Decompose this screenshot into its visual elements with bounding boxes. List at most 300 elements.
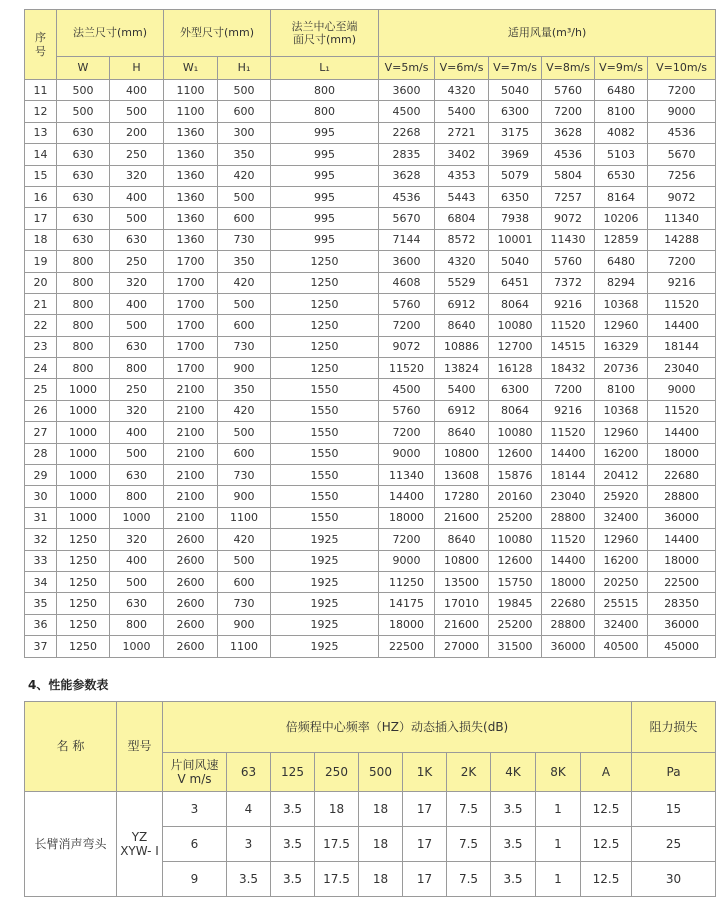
table-cell: 10080 [489, 315, 542, 336]
table-cell: 14175 [379, 593, 435, 614]
table-cell: 13608 [435, 465, 489, 486]
table-cell: 800 [271, 101, 379, 122]
table-cell: 1360 [164, 186, 218, 207]
table-cell: 12600 [489, 443, 542, 464]
table-cell: 2100 [164, 486, 218, 507]
table-cell: 40500 [595, 636, 648, 657]
table-cell: 25 [25, 379, 57, 400]
table-cell: 23 [25, 336, 57, 357]
table-cell: 3 [227, 827, 271, 862]
table-row [25, 293, 716, 314]
table-cell: 500 [110, 315, 164, 336]
table-row [25, 792, 716, 827]
subheader-cell: L₁ [271, 57, 379, 80]
table-cell: 7200 [648, 251, 716, 272]
table-cell: 1250 [57, 571, 110, 592]
table-cell: 3600 [379, 251, 435, 272]
table-cell: 1700 [164, 293, 218, 314]
table-cell: 1000 [57, 422, 110, 443]
table-cell: 630 [57, 144, 110, 165]
table-cell: 14400 [648, 315, 716, 336]
table-cell: 900 [218, 486, 271, 507]
table-cell: 10206 [595, 208, 648, 229]
table-cell: 500 [218, 293, 271, 314]
table-cell: 11340 [648, 208, 716, 229]
table-cell: 13 [25, 122, 57, 143]
subheader-cell: W [57, 57, 110, 80]
table-cell: 14400 [379, 486, 435, 507]
table-cell: 2600 [164, 550, 218, 571]
table-cell: 20412 [595, 465, 648, 486]
table-cell: 8164 [595, 186, 648, 207]
table-row [25, 636, 716, 657]
table-cell: 14288 [648, 229, 716, 250]
table-cell: 5040 [489, 80, 542, 101]
table-cell: 10886 [435, 336, 489, 357]
table-cell: 7256 [648, 165, 716, 186]
subheader-cell: 8K [536, 753, 581, 792]
table-cell: 1925 [271, 550, 379, 571]
subheader-cell: 125 [271, 753, 315, 792]
table-cell: 2100 [164, 507, 218, 528]
table-cell: 4608 [379, 272, 435, 293]
table-cell: 10080 [489, 422, 542, 443]
table-cell: 1 [536, 862, 581, 897]
table-cell: 6 [163, 827, 227, 862]
table-cell: 630 [110, 593, 164, 614]
table-cell: 3175 [489, 122, 542, 143]
table-cell: 27 [25, 422, 57, 443]
table-cell: 730 [218, 593, 271, 614]
table-cell: 1360 [164, 144, 218, 165]
table-cell: 35 [25, 593, 57, 614]
header-air-volume: 适用风量(m³/h) [379, 10, 716, 57]
table-cell: 26 [25, 400, 57, 421]
table-cell: 18 [359, 792, 403, 827]
table-cell: 2100 [164, 400, 218, 421]
table-cell: 800 [57, 272, 110, 293]
table-cell: 17.5 [315, 862, 359, 897]
table-cell: 1250 [57, 593, 110, 614]
table-cell: 3.5 [271, 862, 315, 897]
table-cell: 8064 [489, 293, 542, 314]
table-cell: 350 [218, 251, 271, 272]
table-cell: 1250 [57, 529, 110, 550]
table-cell: 18000 [648, 550, 716, 571]
table-cell: 420 [218, 272, 271, 293]
table-cell: 30 [25, 486, 57, 507]
table-cell: 34 [25, 571, 57, 592]
table-cell: 1 [536, 827, 581, 862]
table-cell: 7144 [379, 229, 435, 250]
table-cell: 22680 [542, 593, 595, 614]
table-cell: 320 [110, 272, 164, 293]
table-cell: 1000 [110, 636, 164, 657]
table-cell: 8640 [435, 422, 489, 443]
table-cell: 11520 [542, 422, 595, 443]
table-cell: 2721 [435, 122, 489, 143]
table-cell: 3.5 [271, 792, 315, 827]
table-cell: 4536 [542, 144, 595, 165]
table-cell: 9216 [648, 272, 716, 293]
table-cell: 1250 [57, 550, 110, 571]
table-row [25, 80, 716, 101]
table-cell: 8100 [595, 101, 648, 122]
table-cell: 32 [25, 529, 57, 550]
table-cell: 12.5 [581, 792, 632, 827]
table-cell: 12859 [595, 229, 648, 250]
table-row [25, 358, 716, 379]
table-cell: 2100 [164, 422, 218, 443]
table-cell: 1360 [164, 122, 218, 143]
table-cell: 18000 [379, 614, 435, 635]
table-cell: 630 [57, 122, 110, 143]
table-cell: 24 [25, 358, 57, 379]
table-cell: 500 [57, 101, 110, 122]
table-cell: 5670 [648, 144, 716, 165]
header-center-to-face: 法兰中心至端 面尺寸(mm) [271, 10, 379, 57]
table-cell: 1550 [271, 465, 379, 486]
subheader-cell: 4K [491, 753, 536, 792]
subheader-cell: 250 [315, 753, 359, 792]
table-cell: 6912 [435, 400, 489, 421]
table-cell: 2268 [379, 122, 435, 143]
table-cell: 1250 [271, 358, 379, 379]
table-cell: 9072 [379, 336, 435, 357]
table-cell: 1250 [271, 272, 379, 293]
air-volume-table [24, 9, 716, 658]
table-cell: 23040 [648, 358, 716, 379]
table-cell: 14400 [542, 443, 595, 464]
table-cell: 500 [218, 422, 271, 443]
table-cell: 3969 [489, 144, 542, 165]
table-cell: 12600 [489, 550, 542, 571]
table-cell: 7.5 [447, 862, 491, 897]
table-cell: 800 [57, 251, 110, 272]
table-row [25, 208, 716, 229]
table-cell: 1250 [271, 293, 379, 314]
table-cell: 25920 [595, 486, 648, 507]
table-cell: 9000 [648, 379, 716, 400]
table-cell: 2100 [164, 379, 218, 400]
subheader-cell: V=10m/s [648, 57, 716, 80]
table-cell: 5760 [542, 80, 595, 101]
table-cell: 1250 [271, 336, 379, 357]
performance-table [24, 701, 716, 897]
table-cell: 400 [110, 186, 164, 207]
table-cell: 320 [110, 165, 164, 186]
table-cell: 1000 [57, 507, 110, 528]
table-cell: 20160 [489, 486, 542, 507]
table-cell: 19845 [489, 593, 542, 614]
table-row [25, 229, 716, 250]
table-cell: 2600 [164, 636, 218, 657]
table-cell: 995 [271, 165, 379, 186]
table-cell: 630 [57, 186, 110, 207]
table-cell: 16 [25, 186, 57, 207]
table-cell: 995 [271, 144, 379, 165]
table-cell: 18000 [542, 571, 595, 592]
table-cell: 14 [25, 144, 57, 165]
table-cell: 6480 [595, 251, 648, 272]
table-cell: 5040 [489, 251, 542, 272]
table-cell: 36000 [648, 507, 716, 528]
table-cell: 730 [218, 229, 271, 250]
table-cell: 500 [110, 571, 164, 592]
table-cell: 800 [57, 315, 110, 336]
table-cell: 21 [25, 293, 57, 314]
table-cell: 1000 [57, 379, 110, 400]
product-name: 长臂消声弯头 [25, 792, 117, 897]
table-row [25, 272, 716, 293]
table-cell: 25 [632, 827, 716, 862]
table-cell: 1925 [271, 614, 379, 635]
table-cell: 995 [271, 186, 379, 207]
table-cell: 9216 [542, 293, 595, 314]
table-cell: 400 [110, 550, 164, 571]
table-cell: 25200 [489, 614, 542, 635]
subheader-cell: H₁ [218, 57, 271, 80]
table-cell: 1700 [164, 251, 218, 272]
table-row [25, 315, 716, 336]
table-cell: 11520 [542, 529, 595, 550]
table-cell: 7.5 [447, 827, 491, 862]
table-cell: 1925 [271, 636, 379, 657]
header-outer-size: 外型尺寸(mm) [164, 10, 271, 57]
table-row [25, 422, 716, 443]
table-cell: 36000 [542, 636, 595, 657]
table-cell: 5804 [542, 165, 595, 186]
table-cell: 250 [110, 379, 164, 400]
table-cell: 3.5 [491, 862, 536, 897]
table-cell: 16329 [595, 336, 648, 357]
table-cell: 1550 [271, 507, 379, 528]
table-cell: 5760 [542, 251, 595, 272]
table-cell: 500 [110, 443, 164, 464]
table-cell: 12960 [595, 422, 648, 443]
table-cell: 500 [218, 80, 271, 101]
table-cell: 11520 [648, 400, 716, 421]
table-cell: 6480 [595, 80, 648, 101]
table-cell: 11430 [542, 229, 595, 250]
table-cell: 12700 [489, 336, 542, 357]
table-cell: 28350 [648, 593, 716, 614]
table-cell: 7200 [648, 80, 716, 101]
table-cell: 25200 [489, 507, 542, 528]
table-cell: 33 [25, 550, 57, 571]
table-cell: 7938 [489, 208, 542, 229]
table-cell: 11520 [542, 315, 595, 336]
table-row [25, 529, 716, 550]
table-cell: 21600 [435, 507, 489, 528]
table-cell: 30 [632, 862, 716, 897]
table-cell: 15876 [489, 465, 542, 486]
table-cell: 5400 [435, 379, 489, 400]
table-cell: 1100 [164, 101, 218, 122]
table-cell: 420 [218, 529, 271, 550]
table-cell: 320 [110, 400, 164, 421]
table-cell: 12960 [595, 529, 648, 550]
table-cell: 8294 [595, 272, 648, 293]
table-row [25, 443, 716, 464]
table-row [25, 379, 716, 400]
table-cell: 11520 [379, 358, 435, 379]
table-cell: 995 [271, 229, 379, 250]
table-cell: 630 [57, 208, 110, 229]
table-cell: 730 [218, 336, 271, 357]
table-row [25, 186, 716, 207]
table-cell: 5760 [379, 293, 435, 314]
table-cell: 18 [359, 862, 403, 897]
table-cell: 7257 [542, 186, 595, 207]
table-cell: 4536 [379, 186, 435, 207]
table-cell: 1700 [164, 315, 218, 336]
table-cell: 18 [315, 792, 359, 827]
table-cell: 18144 [542, 465, 595, 486]
table-cell: 14400 [648, 529, 716, 550]
table-row [25, 465, 716, 486]
table-cell: 600 [218, 208, 271, 229]
table-cell: 20250 [595, 571, 648, 592]
table-cell: 3.5 [271, 827, 315, 862]
table-cell: 8572 [435, 229, 489, 250]
table-cell: 995 [271, 122, 379, 143]
subheader-cell: A [581, 753, 632, 792]
subheader-cell: 2K [447, 753, 491, 792]
table-cell: 32400 [595, 507, 648, 528]
table-cell: 10001 [489, 229, 542, 250]
table-cell: 500 [218, 550, 271, 571]
subheader-cell: V=5m/s [379, 57, 435, 80]
table-cell: 31500 [489, 636, 542, 657]
table-cell: 13500 [435, 571, 489, 592]
table-cell: 1700 [164, 358, 218, 379]
table-cell: 800 [57, 336, 110, 357]
table-cell: 6350 [489, 186, 542, 207]
table-cell: 28 [25, 443, 57, 464]
table-row [25, 486, 716, 507]
table-cell: 1000 [57, 486, 110, 507]
header-flange-size: 法兰尺寸(mm) [57, 10, 164, 57]
table-cell: 1100 [218, 636, 271, 657]
table-cell: 300 [218, 122, 271, 143]
table-cell: 25515 [595, 593, 648, 614]
table-cell: 1250 [57, 614, 110, 635]
table-cell: 1360 [164, 208, 218, 229]
table-cell: 500 [110, 101, 164, 122]
subheader-cell: V=9m/s [595, 57, 648, 80]
table-cell: 15 [25, 165, 57, 186]
table-cell: 630 [57, 229, 110, 250]
table-cell: 28800 [542, 614, 595, 635]
subheader-cell: V=7m/s [489, 57, 542, 80]
table-cell: 15750 [489, 571, 542, 592]
table-row [25, 336, 716, 357]
table-cell: 1550 [271, 443, 379, 464]
table-cell: 22 [25, 315, 57, 336]
table-cell: 5443 [435, 186, 489, 207]
table-cell: 1100 [164, 80, 218, 101]
subheader-cell: W₁ [164, 57, 218, 80]
table-row [25, 550, 716, 571]
table-cell: 28800 [648, 486, 716, 507]
table-cell: 18000 [648, 443, 716, 464]
table-cell: 600 [218, 101, 271, 122]
table-cell: 800 [110, 614, 164, 635]
table-cell: 1000 [57, 465, 110, 486]
table-cell: 5670 [379, 208, 435, 229]
table-cell: 27000 [435, 636, 489, 657]
table-cell: 7200 [379, 529, 435, 550]
subheader-cell: H [110, 57, 164, 80]
table-cell: 14400 [648, 422, 716, 443]
table-cell: 17 [25, 208, 57, 229]
subheader-cell: V=8m/s [542, 57, 595, 80]
table-row [25, 122, 716, 143]
table-cell: 1550 [271, 422, 379, 443]
table-cell: 1250 [271, 251, 379, 272]
table-cell: 16200 [595, 443, 648, 464]
table-cell: 36 [25, 614, 57, 635]
table-cell: 1000 [57, 443, 110, 464]
table-cell: 630 [110, 229, 164, 250]
table-cell: 2100 [164, 465, 218, 486]
table-cell: 500 [218, 186, 271, 207]
table-cell: 8640 [435, 315, 489, 336]
table-cell: 8100 [595, 379, 648, 400]
table-cell: 630 [110, 465, 164, 486]
table-cell: 29 [25, 465, 57, 486]
table-cell: 800 [271, 80, 379, 101]
table-cell: 7200 [379, 422, 435, 443]
table-cell: 18144 [648, 336, 716, 357]
table-cell: 7372 [542, 272, 595, 293]
table-cell: 10080 [489, 529, 542, 550]
table-cell: 13824 [435, 358, 489, 379]
table-cell: 3600 [379, 80, 435, 101]
table-cell: 1250 [271, 315, 379, 336]
table-cell: 800 [110, 486, 164, 507]
table-cell: 32400 [595, 614, 648, 635]
table-cell: 3.5 [227, 862, 271, 897]
table-cell: 4500 [379, 379, 435, 400]
table-cell: 17280 [435, 486, 489, 507]
table-cell: 995 [271, 208, 379, 229]
subheader-cell: 500 [359, 753, 403, 792]
table-cell: 5400 [435, 101, 489, 122]
table-row [25, 614, 716, 635]
subheader-cell: 1K [403, 753, 447, 792]
table-row [25, 101, 716, 122]
table-cell: 22500 [648, 571, 716, 592]
table-cell: 4320 [435, 80, 489, 101]
table-cell: 1925 [271, 529, 379, 550]
table-cell: 7200 [379, 315, 435, 336]
table-cell: 5103 [595, 144, 648, 165]
table-cell: 8640 [435, 529, 489, 550]
table-cell: 3402 [435, 144, 489, 165]
table-cell: 6912 [435, 293, 489, 314]
table-cell: 730 [218, 465, 271, 486]
table-cell: 17 [403, 792, 447, 827]
table-cell: 6804 [435, 208, 489, 229]
header-frequency: 倍频程中心频率（HZ）动态插入损失(dB) [163, 702, 632, 753]
table-cell: 9 [163, 862, 227, 897]
table-cell: 350 [218, 379, 271, 400]
table-cell: 17010 [435, 593, 489, 614]
table-cell: 10800 [435, 550, 489, 571]
table-cell: 17.5 [315, 827, 359, 862]
